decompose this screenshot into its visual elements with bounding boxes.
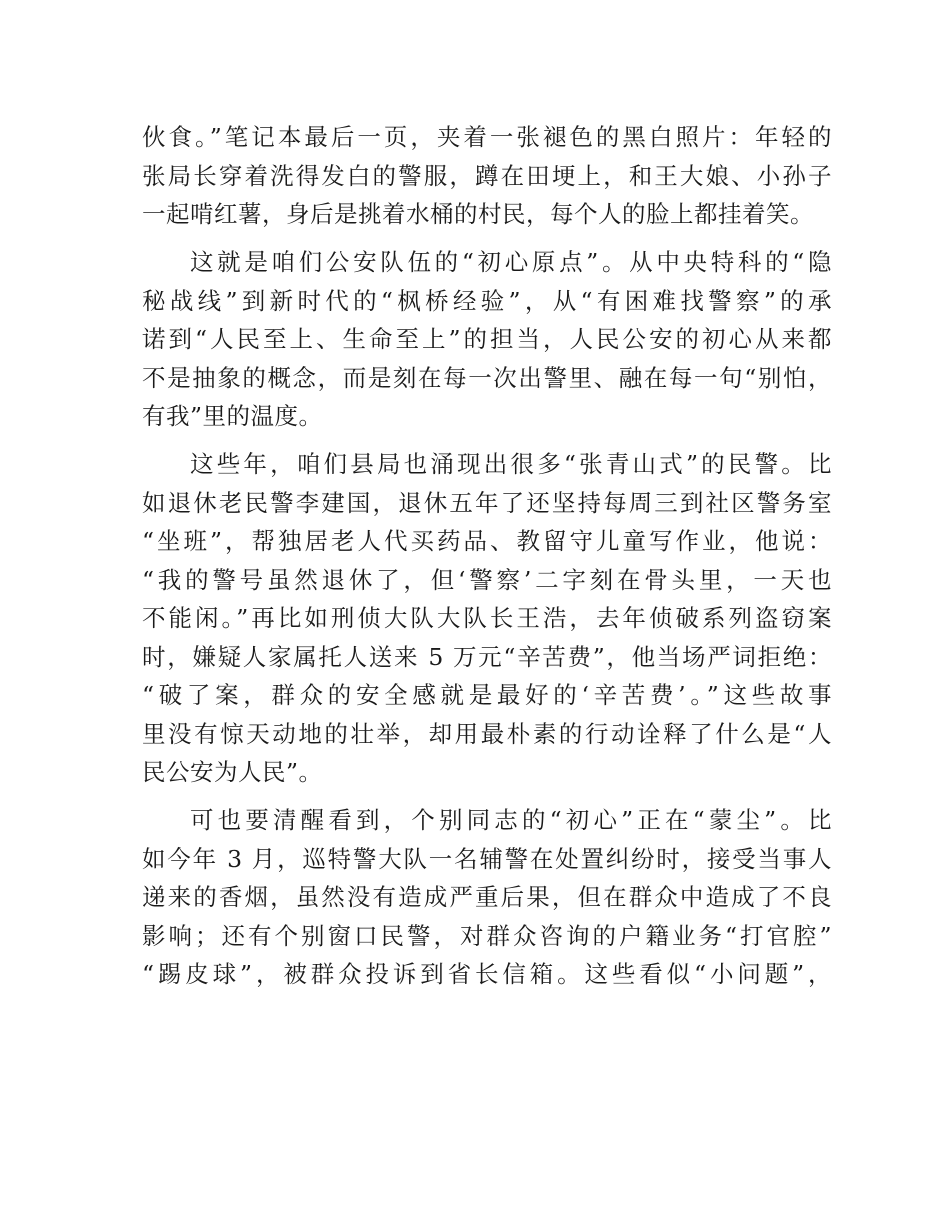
text-line: “坐班”，帮独居老人代买药品、教留守儿童写作业，他说： xyxy=(142,527,832,555)
text-line: 不能闲。”再比如刑侦大队大队长王浩，去年侦破系列盗窃案 xyxy=(142,604,832,632)
document-body xyxy=(142,118,832,1003)
text-line: 张局长穿着洗得发白的警服，蹲在田埂上，和王大娘、小孙子 xyxy=(142,161,832,190)
text-line: “破了案，群众的安全感就是最好的‘辛苦费’。”这些故事 xyxy=(142,681,832,709)
text-line: 时，嫌疑人家属托人送来 5 万元“辛苦费”，他当场严词拒绝： xyxy=(142,642,832,671)
text-line: 如今年 3 月，巡特警大队一名辅警在处置纠纷时，接受当事人 xyxy=(142,844,832,873)
text-line: 一起啃红薯，身后是挑着水桶的村民，每个人的脸上都挂着笑。 xyxy=(142,200,814,228)
text-line: 递来的香烟，虽然没有造成严重后果，但在群众中造成了不良 xyxy=(142,883,832,911)
text-line: “踢皮球”，被群众投诉到省长信箱。这些看似“小问题”， xyxy=(142,960,832,988)
text-line: 秘战线”到新时代的“枫桥经验”，从“有困难找警察”的承 xyxy=(142,286,832,315)
text-line: “我的警号虽然退休了，但‘警察’二字刻在骨头里，一天也 xyxy=(142,565,832,594)
text-line: 如退休老民警李建国，退休五年了还坚持每周三到社区警务室 xyxy=(142,488,832,517)
text-line: 可也要清醒看到，个别同志的“初心”正在“蒙尘”。比 xyxy=(190,806,832,834)
paragraph-notebook-photo xyxy=(142,118,832,234)
text-line: 民公安为人民”。 xyxy=(142,758,323,786)
paragraph-original-aspiration xyxy=(142,243,832,436)
text-line: 有我”里的温度。 xyxy=(142,402,323,430)
text-line: 这就是咱们公安队伍的“初心原点”。从中央特科的“隐 xyxy=(190,248,832,276)
text-line: 伙食。”笔记本最后一页，夹着一张褪色的黑白照片：年轻的 xyxy=(142,123,832,151)
text-line: 里没有惊天动地的壮举，却用最朴素的行动诠释了什么是“人 xyxy=(142,719,832,748)
paragraph-model-officers xyxy=(142,445,832,792)
text-line: 诺到“人民至上、生命至上”的担当，人民公安的初心从来都 xyxy=(142,325,832,353)
text-line: 影响；还有个别窗口民警，对群众咨询的户籍业务“打官腔” xyxy=(142,921,832,950)
text-line: 不是抽象的概念，而是刻在每一次出警里、融在每一句“别怕， xyxy=(142,363,832,392)
text-line: 这些年，咱们县局也涌现出很多“张青山式”的民警。比 xyxy=(190,450,832,478)
paragraph-dust-on-aspiration xyxy=(142,801,832,994)
